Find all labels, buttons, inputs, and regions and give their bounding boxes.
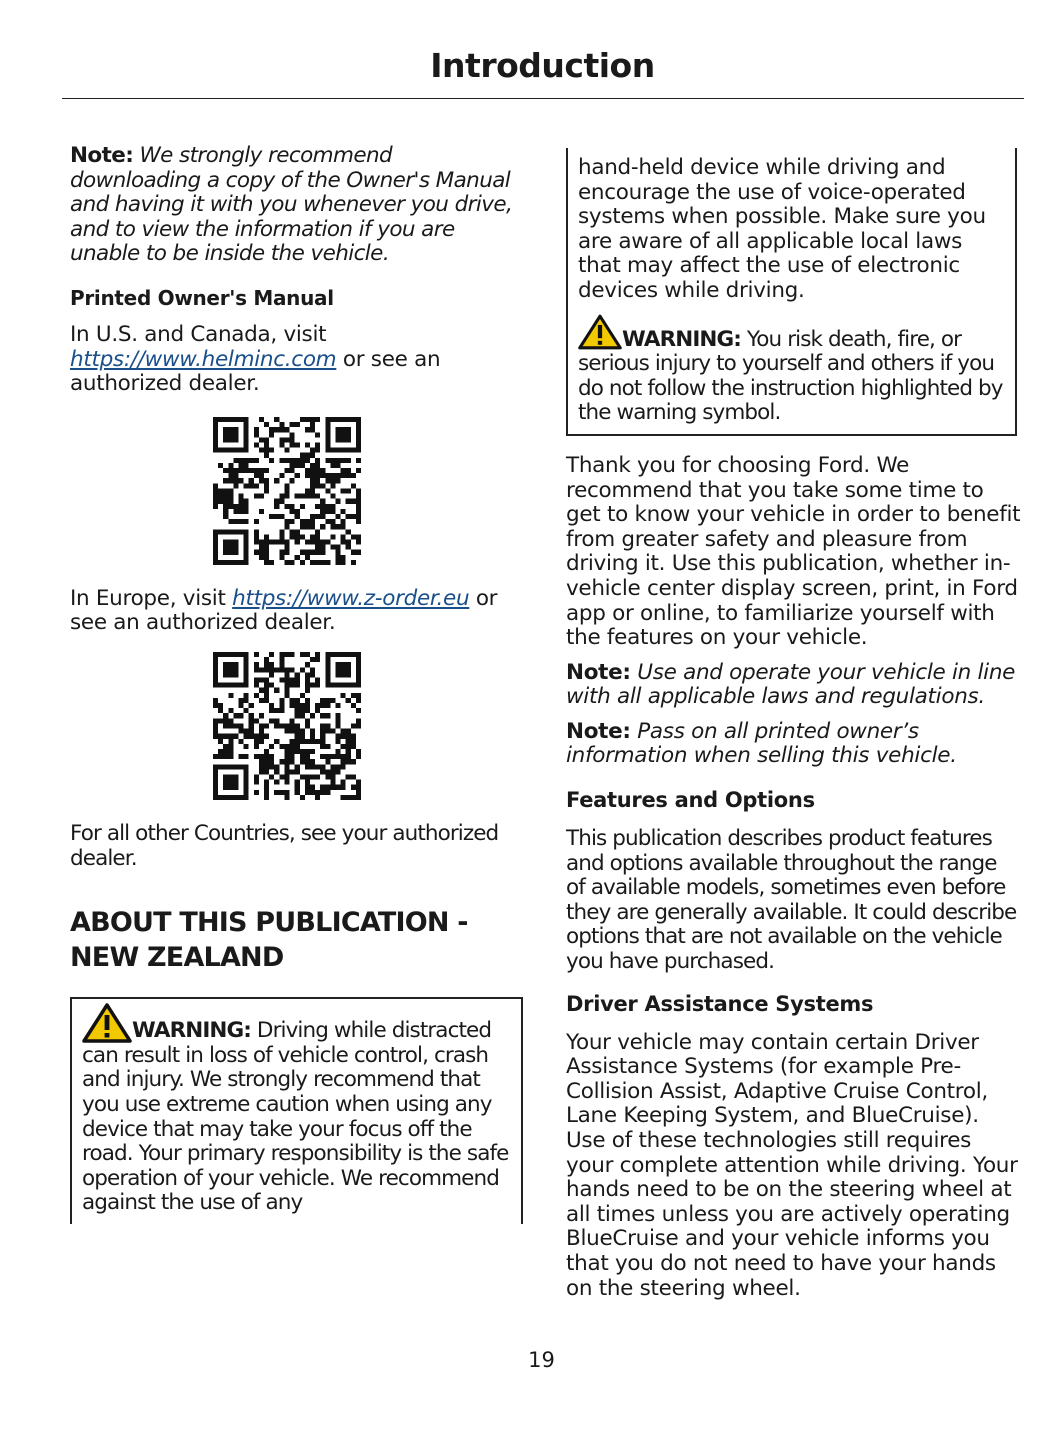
note-label: Note: bbox=[566, 718, 631, 744]
note-text: We strongly recommend downloading a copy of the Owner's Manual and having it with you whenever you drive, and to view the information if you are unable to be inside the vehicle. bbox=[70, 143, 513, 267]
us-canada-paragraph bbox=[70, 323, 525, 397]
driver-assistance-heading: Driver Assistance Systems bbox=[566, 991, 874, 1016]
qr-code-wrapper bbox=[70, 652, 525, 800]
features-heading: Features and Options bbox=[566, 788, 815, 813]
z-order-link[interactable]: https://www.z-order.eu bbox=[232, 585, 470, 611]
warning-paragraph bbox=[82, 1003, 511, 1216]
qr-code-wrapper bbox=[70, 417, 525, 565]
note-label: Note: bbox=[70, 143, 134, 168]
warning-label: WARNING: bbox=[132, 1018, 251, 1044]
section-heading-line: NEW ZEALAND bbox=[70, 942, 284, 974]
note-label: Note: bbox=[566, 659, 631, 685]
warning-text: You risk death, fire, or serious injury to yourself and others if you do not follow the instruction highlighted by the warning symbol. bbox=[578, 326, 1003, 426]
qr-code-icon[interactable] bbox=[213, 652, 361, 800]
europe-text-after: or see an authorized dealer. bbox=[70, 585, 498, 636]
note-recommend-download bbox=[70, 144, 525, 267]
driver-assistance-paragraph: Your vehicle may contain certain Driver Assistance Systems (for example Pre-Collision Assist, Adaptive Cruise Control, Lane Keeping System, and BlueCruise). Use of these technologies still requires your complete attention while driving. Your hands need to be on the steering wheel at all times unless you are actively operating BlueCruise and your vehicle informs you that you do not need to have your hands on the steering wheel. bbox=[566, 1029, 1018, 1301]
us-text: In U.S. and Canada, visit bbox=[70, 321, 327, 347]
section-heading-line: ABOUT THIS PUBLICATION - bbox=[70, 907, 468, 939]
warning-triangle-icon bbox=[578, 314, 622, 350]
warning-box-continued bbox=[566, 148, 1017, 436]
europe-paragraph bbox=[70, 587, 525, 636]
warning-box bbox=[70, 997, 523, 1224]
europe-text: In Europe, visit bbox=[70, 585, 233, 611]
section-heading bbox=[70, 905, 525, 975]
page-number: 19 bbox=[528, 1348, 555, 1372]
warning-symbol-paragraph bbox=[578, 314, 1007, 426]
left-column bbox=[70, 144, 525, 1224]
warning-triangle-icon bbox=[82, 1003, 132, 1043]
note-text: Use and operate your vehicle in line with all applicable laws and regulations. bbox=[566, 659, 1016, 710]
page-title: Introduction bbox=[430, 46, 655, 85]
us-text-after: or see an authorized dealer. bbox=[70, 346, 441, 397]
warning-label: WARNING: bbox=[622, 326, 741, 352]
warning-text: Driving while distracted can result in loss of vehicle control, crash and injury. We strongly recommend that you use extreme caution when using any device that may take your focus off the road. Your primary responsibility is the safe operation of your vehicle. We recommend against the use of any bbox=[82, 1018, 509, 1216]
right-column bbox=[566, 148, 1021, 1301]
other-countries-paragraph: For all other Countries, see your authorized dealer. bbox=[70, 820, 499, 871]
note-laws bbox=[566, 661, 1021, 710]
warning-continued-text: hand-held device while driving and encourage the use of voice-operated systems when possible. Make sure you are aware of all applicable local laws that may affect the use of electronic devices while driving. bbox=[578, 155, 986, 303]
thank-you-paragraph: Thank you for choosing Ford. We recommend that you take some time to get to know your vehicle in order to benefit from greater safety and pleasure from driving it. Use this publication, whether in-vehicle center display screen, print, in Ford app or online, to familiarize yourself with the features on your vehicle. bbox=[566, 452, 1021, 651]
note-text: Pass on all printed owner’s information when selling this vehicle. bbox=[566, 718, 957, 769]
printed-manual-heading: Printed Owner's Manual bbox=[70, 285, 334, 310]
note-pass-on bbox=[566, 720, 1021, 769]
features-paragraph: This publication describes product features and options available throughout the range of available models, sometimes even before they are generally available. It could describe options that are not available on the vehicle you have purchased. bbox=[566, 826, 1017, 975]
title-divider bbox=[62, 98, 1024, 99]
helminc-link[interactable]: https://www.helminc.com bbox=[70, 346, 337, 372]
qr-code-icon[interactable] bbox=[213, 417, 361, 565]
